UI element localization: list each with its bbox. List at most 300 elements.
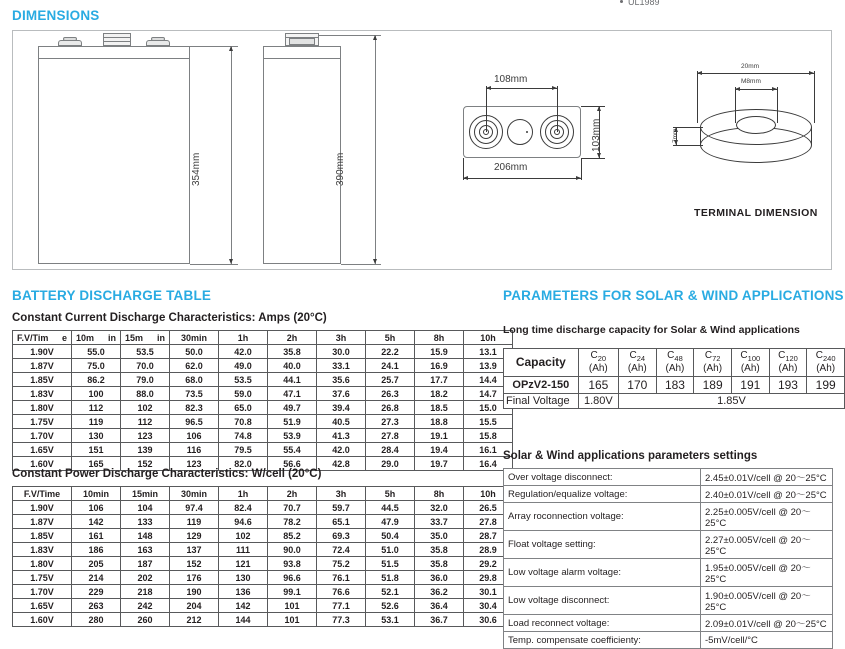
setting-row — [504, 503, 833, 531]
table-cell: 17.7 — [415, 373, 464, 387]
table-header-row — [13, 487, 513, 501]
setting-row — [504, 531, 833, 559]
table-cell: 42.0 — [219, 345, 268, 359]
table-cell: 102 — [219, 529, 268, 543]
capacity-header-row — [504, 349, 845, 377]
table-cell: 186 — [72, 543, 121, 557]
table-cell: 76.1 — [317, 571, 366, 585]
section-heading-parameters: PARAMETERS FOR SOLAR & WIND APPLICATIONS — [503, 288, 844, 303]
table-row — [13, 373, 513, 387]
table-cell: 33.1 — [317, 359, 366, 373]
setting-value: 1.90±0.005V/cell @ 20～25°C — [701, 587, 833, 615]
capacity-value: 170 — [618, 376, 656, 393]
table-cell: 33.7 — [415, 515, 464, 529]
table-cell: 51.5 — [366, 557, 415, 571]
table-cell: 82.0 — [219, 457, 268, 471]
constant-power-table — [12, 486, 513, 627]
table-cell: 59.7 — [317, 501, 366, 515]
table-cell: 148 — [121, 529, 170, 543]
row-header-voltage: 1.85V — [13, 529, 72, 543]
table-cell: 50.0 — [170, 345, 219, 359]
table-cell: 53.5 — [121, 345, 170, 359]
table-cell: 55.4 — [268, 443, 317, 457]
table-cell: 30.0 — [317, 345, 366, 359]
final-voltage-rest: 1.85V — [618, 393, 844, 408]
table-cell: 202 — [121, 571, 170, 585]
table-cell: 39.4 — [317, 401, 366, 415]
table-cell: 102 — [121, 401, 170, 415]
dim-arrow-206-left — [463, 176, 468, 180]
column-header: 10min — [72, 487, 121, 501]
subheading-constant-power: Constant Power Discharge Characteristics: W/cell (20°C) — [12, 468, 322, 480]
table-cell: 24.1 — [366, 359, 415, 373]
table-cell: 79.5 — [219, 443, 268, 457]
table-cell: 51.8 — [366, 571, 415, 585]
table-cell: 18.2 — [415, 387, 464, 401]
dim-label-206: 206mm — [494, 162, 528, 173]
table-cell: 51.9 — [268, 415, 317, 429]
table-row — [13, 359, 513, 373]
table-cell: 176 — [170, 571, 219, 585]
dim-line-354 — [231, 46, 232, 264]
battery-front-terminal-left-cap — [63, 37, 77, 41]
row-header-voltage: 1.65V — [13, 599, 72, 613]
capacity-table — [503, 348, 845, 409]
table-cell: 137 — [170, 543, 219, 557]
table-cell: 100 — [72, 387, 121, 401]
table-cell: 85.2 — [268, 529, 317, 543]
capacity-column-header: $C_{20}$ (Ah) — [578, 349, 618, 377]
table-cell: 51.0 — [366, 543, 415, 557]
capacity-table-body — [504, 349, 845, 409]
table-cell: 214 — [72, 571, 121, 585]
table-cell: 35.8 — [268, 345, 317, 359]
table-cell: 161 — [72, 529, 121, 543]
table-cell: 16.1 — [464, 443, 513, 457]
row-header-voltage: 1.85V — [13, 373, 72, 387]
dim-arrow-top-390 — [373, 35, 377, 40]
table-cell: 68.0 — [170, 373, 219, 387]
table-cell: 53.5 — [219, 373, 268, 387]
table-cell: 42.0 — [317, 443, 366, 457]
table-cell: 119 — [72, 415, 121, 429]
section-heading-battery-discharge: BATTERY DISCHARGE TABLE — [12, 288, 212, 303]
table-cell: 72.4 — [317, 543, 366, 557]
table-row — [13, 415, 513, 429]
dim-line-m8 — [735, 89, 777, 90]
table-cell: 70.8 — [219, 415, 268, 429]
table-cell: 76.6 — [317, 585, 366, 599]
table-cell: 37.6 — [317, 387, 366, 401]
table-cell: 28.7 — [464, 529, 513, 543]
table-cell: 99.1 — [268, 585, 317, 599]
table-cell: 65.0 — [219, 401, 268, 415]
capacity-label: Capacity — [504, 349, 579, 377]
battery-side-body — [263, 46, 341, 264]
table-cell: 165 — [72, 457, 121, 471]
column-header: 10m in — [72, 331, 121, 345]
table-cell: 26.5 — [464, 501, 513, 515]
terminal-washer-edge-left — [700, 127, 701, 145]
table-row — [13, 557, 513, 571]
setting-name: Low voltage disconnect: — [504, 587, 701, 615]
table-cell: 218 — [121, 585, 170, 599]
table-cell: 106 — [72, 501, 121, 515]
row-header-voltage: 1.65V — [13, 443, 72, 457]
row-header-voltage: 1.90V — [13, 501, 72, 515]
column-header: 30min — [170, 487, 219, 501]
table-cell: 104 — [121, 501, 170, 515]
table-cell: 190 — [170, 585, 219, 599]
table-cell: 123 — [121, 429, 170, 443]
table-cell: 13.1 — [464, 345, 513, 359]
table-cell: 19.1 — [415, 429, 464, 443]
table-cell: 53.1 — [366, 613, 415, 627]
table-cell: 90.0 — [268, 543, 317, 557]
table-cell: 101 — [268, 599, 317, 613]
table-cell: 44.1 — [268, 373, 317, 387]
table-cell: 59.0 — [219, 387, 268, 401]
table-cell: 142 — [219, 599, 268, 613]
table-cell: 82.3 — [170, 401, 219, 415]
settings-table-body — [504, 469, 833, 649]
table-cell: 27.3 — [366, 415, 415, 429]
capacity-value-row — [504, 376, 845, 393]
battery-front-vent-cap — [103, 33, 131, 46]
battery-front-lid-line — [38, 58, 190, 59]
table-cell: 280 — [72, 613, 121, 627]
capacity-value: 189 — [694, 376, 732, 393]
table-cell: 22.2 — [366, 345, 415, 359]
table-cell: 27.8 — [464, 515, 513, 529]
dim-label-m8: M8mm — [741, 78, 761, 85]
capacity-value: 199 — [807, 376, 845, 393]
setting-row — [504, 587, 833, 615]
table-cell: 50.4 — [366, 529, 415, 543]
table-cell: 130 — [219, 571, 268, 585]
dim-ext-108-right — [557, 86, 558, 132]
dim-label-354: 354mm — [191, 152, 202, 186]
table-cell: 41.3 — [317, 429, 366, 443]
table-cell: 93.8 — [268, 557, 317, 571]
table-cell: 30.4 — [464, 599, 513, 613]
setting-name: Temp. compensate coefficienty: — [504, 632, 701, 649]
setting-row — [504, 486, 833, 503]
table-cell: 14.7 — [464, 387, 513, 401]
table-cell: 82.4 — [219, 501, 268, 515]
setting-value: 2.40±0.01V/cell @ 20～25°C — [701, 486, 833, 503]
ul-cert-label: UL1989 — [628, 0, 660, 7]
subheading-solar-settings: Solar & Wind applications parameters settings — [503, 450, 758, 462]
dim-arrow-103-bottom — [597, 153, 601, 158]
terminal-washer-edge-right — [811, 127, 812, 145]
column-header: 5h — [366, 487, 415, 501]
table-cell: 16.4 — [464, 457, 513, 471]
dim-arrow-bottom-390 — [373, 259, 377, 264]
column-header: 8h — [415, 331, 464, 345]
table-row — [13, 543, 513, 557]
table-cell: 70.0 — [121, 359, 170, 373]
capacity-column-header: $C_{120}$ (Ah) — [769, 349, 807, 377]
table-cell: 35.0 — [415, 529, 464, 543]
table-cell: 133 — [121, 515, 170, 529]
settings-table — [503, 468, 833, 649]
dim-ext-108-left — [486, 86, 487, 132]
dim-ext-103-bottom — [581, 158, 605, 159]
table-cell: 16.9 — [415, 359, 464, 373]
row-header-voltage: 1.83V — [13, 543, 72, 557]
dim-arrow-108-left — [486, 86, 491, 90]
table-row — [13, 529, 513, 543]
table-cell: 56.6 — [268, 457, 317, 471]
table-cell: 15.5 — [464, 415, 513, 429]
dim-ext-bottom-390 — [341, 264, 381, 265]
dimensions-drawing-frame — [12, 30, 832, 270]
column-header: 1h — [219, 487, 268, 501]
row-header-voltage: 1.90V — [13, 345, 72, 359]
setting-name: Float voltage setting: — [504, 531, 701, 559]
dim-arrow-m8-right — [772, 87, 777, 91]
row-header-voltage: 1.87V — [13, 359, 72, 373]
table-cell: 212 — [170, 613, 219, 627]
table-row — [13, 515, 513, 529]
table-row — [13, 387, 513, 401]
subheading-long-time-capacity: Long time discharge capacity for Solar & Wind applications — [503, 324, 800, 336]
table-cell: 77.1 — [317, 599, 366, 613]
table-cell: 204 — [170, 599, 219, 613]
table-cell: 55.0 — [72, 345, 121, 359]
final-voltage-label: Final Voltage — [504, 393, 579, 408]
dim-line-390 — [375, 35, 376, 264]
table-header-row — [13, 331, 513, 345]
table-cell: 263 — [72, 599, 121, 613]
table-row — [13, 613, 513, 627]
table-cell: 152 — [121, 457, 170, 471]
table-cell: 28.9 — [464, 543, 513, 557]
table-cell: 29.8 — [464, 571, 513, 585]
table-cell: 47.1 — [268, 387, 317, 401]
dim-ext-bottom-354 — [190, 264, 238, 265]
column-header: 2h — [268, 331, 317, 345]
setting-row — [504, 615, 833, 632]
table-cell: 77.3 — [317, 613, 366, 627]
column-header: 15m in — [121, 331, 170, 345]
table-cell: 47.9 — [366, 515, 415, 529]
setting-value: 1.95±0.005V/cell @ 20～25°C — [701, 559, 833, 587]
column-header: 3h — [317, 487, 366, 501]
row-header-voltage: 1.80V — [13, 557, 72, 571]
capacity-value: 183 — [656, 376, 694, 393]
column-header: 10h — [464, 487, 513, 501]
constant-power-table-body — [13, 501, 513, 627]
table-cell: 36.4 — [415, 599, 464, 613]
table-cell: 106 — [170, 429, 219, 443]
table-cell: 36.2 — [415, 585, 464, 599]
table-cell: 94.6 — [219, 515, 268, 529]
dim-label-20: 20mm — [741, 63, 760, 70]
dim-arrow-bottom-354 — [229, 259, 233, 264]
table-cell: 36.7 — [415, 613, 464, 627]
table-cell: 74.8 — [219, 429, 268, 443]
capacity-column-header: $C_{24}$ (Ah) — [618, 349, 656, 377]
table-cell: 121 — [219, 557, 268, 571]
table-cell: 36.0 — [415, 571, 464, 585]
table-cell: 70.7 — [268, 501, 317, 515]
table-cell: 19.7 — [415, 457, 464, 471]
table-cell: 65.1 — [317, 515, 366, 529]
capacity-column-header: $C_{48}$ (Ah) — [656, 349, 694, 377]
constant-current-table-head — [13, 331, 513, 345]
constant-current-table — [12, 330, 513, 471]
table-cell: 205 — [72, 557, 121, 571]
table-cell: 52.6 — [366, 599, 415, 613]
table-row — [13, 585, 513, 599]
table-row — [13, 501, 513, 515]
dim-label-390: 390mm — [335, 152, 346, 186]
table-cell: 27.8 — [366, 429, 415, 443]
setting-row — [504, 469, 833, 486]
row-header-voltage: 1.70V — [13, 585, 72, 599]
table-cell: 30.6 — [464, 613, 513, 627]
setting-name: Low voltage alarm voltage: — [504, 559, 701, 587]
table-cell: 86.2 — [72, 373, 121, 387]
dim-arrow-top-354 — [229, 46, 233, 51]
dim-arrow-103-top — [597, 106, 601, 111]
dim-ext-20-left — [697, 71, 698, 123]
setting-row — [504, 632, 833, 649]
table-cell: 111 — [219, 543, 268, 557]
section-heading-dimensions: DIMENSIONS — [12, 8, 100, 23]
setting-value: 2.27±0.005V/cell @ 20～25°C — [701, 531, 833, 559]
column-header: 3h — [317, 331, 366, 345]
table-cell: 229 — [72, 585, 121, 599]
table-row — [13, 571, 513, 585]
table-cell: 62.0 — [170, 359, 219, 373]
column-header: 10h — [464, 331, 513, 345]
table-cell: 18.8 — [415, 415, 464, 429]
row-header-voltage: 1.80V — [13, 401, 72, 415]
table-cell: 130 — [72, 429, 121, 443]
table-cell: 152 — [170, 557, 219, 571]
table-row — [13, 599, 513, 613]
battery-side-lid-line — [263, 58, 341, 59]
table-cell: 136 — [219, 585, 268, 599]
table-cell: 42.8 — [317, 457, 366, 471]
dim-line-20 — [697, 73, 814, 74]
table-cell: 40.5 — [317, 415, 366, 429]
dim-ext-m8-right — [777, 87, 778, 123]
table-cell: 44.5 — [366, 501, 415, 515]
column-header: 2h — [268, 487, 317, 501]
table-cell: 242 — [121, 599, 170, 613]
top-vent-dot — [526, 131, 528, 133]
dim-label-7: 7mm — [672, 128, 679, 143]
table-cell: 142 — [72, 515, 121, 529]
table-cell: 32.0 — [415, 501, 464, 515]
table-cell: 119 — [170, 515, 219, 529]
column-header: 1h — [219, 331, 268, 345]
table-cell: 96.5 — [170, 415, 219, 429]
setting-value: 2.45±0.01V/cell @ 20～25°C — [701, 469, 833, 486]
table-cell: 112 — [72, 401, 121, 415]
table-cell: 79.0 — [121, 373, 170, 387]
table-cell: 53.9 — [268, 429, 317, 443]
capacity-column-header: $C_{72}$ (Ah) — [694, 349, 732, 377]
table-cell: 18.5 — [415, 401, 464, 415]
ul-certification-note — [620, 0, 660, 7]
final-voltage-c20: 1.80V — [578, 393, 618, 408]
dim-ext-103-top — [581, 106, 605, 107]
capacity-value: 193 — [769, 376, 807, 393]
table-cell: 40.0 — [268, 359, 317, 373]
row-header-voltage: 1.60V — [13, 457, 72, 471]
battery-model: OPzV2-150 — [504, 376, 579, 393]
table-cell: 260 — [121, 613, 170, 627]
dim-ext-7-bottom — [673, 145, 703, 146]
capacity-column-header: $C_{240}$ (Ah) — [807, 349, 845, 377]
setting-name: Regulation/equalize voltage: — [504, 486, 701, 503]
setting-name: Load reconnect voltage: — [504, 615, 701, 632]
table-row — [13, 401, 513, 415]
dim-arrow-20-left — [697, 71, 702, 75]
column-header: 30min — [170, 331, 219, 345]
bullet-icon — [620, 0, 623, 3]
terminal-dimension-caption: TERMINAL DIMENSION — [694, 207, 818, 219]
table-cell: 26.3 — [366, 387, 415, 401]
table-cell: 15.0 — [464, 401, 513, 415]
table-cell: 139 — [121, 443, 170, 457]
column-header: 8h — [415, 487, 464, 501]
table-cell: 73.5 — [170, 387, 219, 401]
subheading-constant-current: Constant Current Discharge Characteristics: Amps (20°C) — [12, 312, 327, 324]
constant-power-table-head — [13, 487, 513, 501]
dim-arrow-20-right — [809, 71, 814, 75]
table-cell: 123 — [170, 457, 219, 471]
table-row — [13, 443, 513, 457]
battery-front-body — [38, 46, 190, 264]
table-cell: 35.8 — [415, 557, 464, 571]
table-cell: 69.3 — [317, 529, 366, 543]
dim-label-103: 103mm — [591, 118, 602, 152]
table-cell: 112 — [121, 415, 170, 429]
table-cell: 35.6 — [317, 373, 366, 387]
column-header: F.V/Time — [13, 487, 72, 501]
row-header-voltage: 1.75V — [13, 571, 72, 585]
dim-ext-20-right — [814, 71, 815, 123]
dim-line-206 — [463, 178, 581, 179]
capacity-column-header: $C_{100}$ (Ah) — [731, 349, 769, 377]
table-cell: 129 — [170, 529, 219, 543]
setting-name: Over voltage disconnect: — [504, 469, 701, 486]
setting-value: -5mV/cell/°C — [701, 632, 833, 649]
table-cell: 163 — [121, 543, 170, 557]
setting-value: 2.25±0.005V/cell @ 20～25°C — [701, 503, 833, 531]
terminal-washer-bore — [736, 116, 776, 134]
dim-label-108: 108mm — [494, 74, 528, 85]
table-cell: 15.9 — [415, 345, 464, 359]
top-vent-circle — [507, 119, 533, 145]
battery-front-terminal-right-cap — [151, 37, 165, 41]
dim-arrow-108-right — [552, 86, 557, 90]
table-cell: 25.7 — [366, 373, 415, 387]
table-row — [13, 345, 513, 359]
column-header: 15min — [121, 487, 170, 501]
row-header-voltage: 1.75V — [13, 415, 72, 429]
capacity-value: 165 — [578, 376, 618, 393]
setting-value: 2.09±0.01V/cell @ 20～25°C — [701, 615, 833, 632]
table-cell: 78.2 — [268, 515, 317, 529]
vent-line-1 — [103, 37, 131, 38]
